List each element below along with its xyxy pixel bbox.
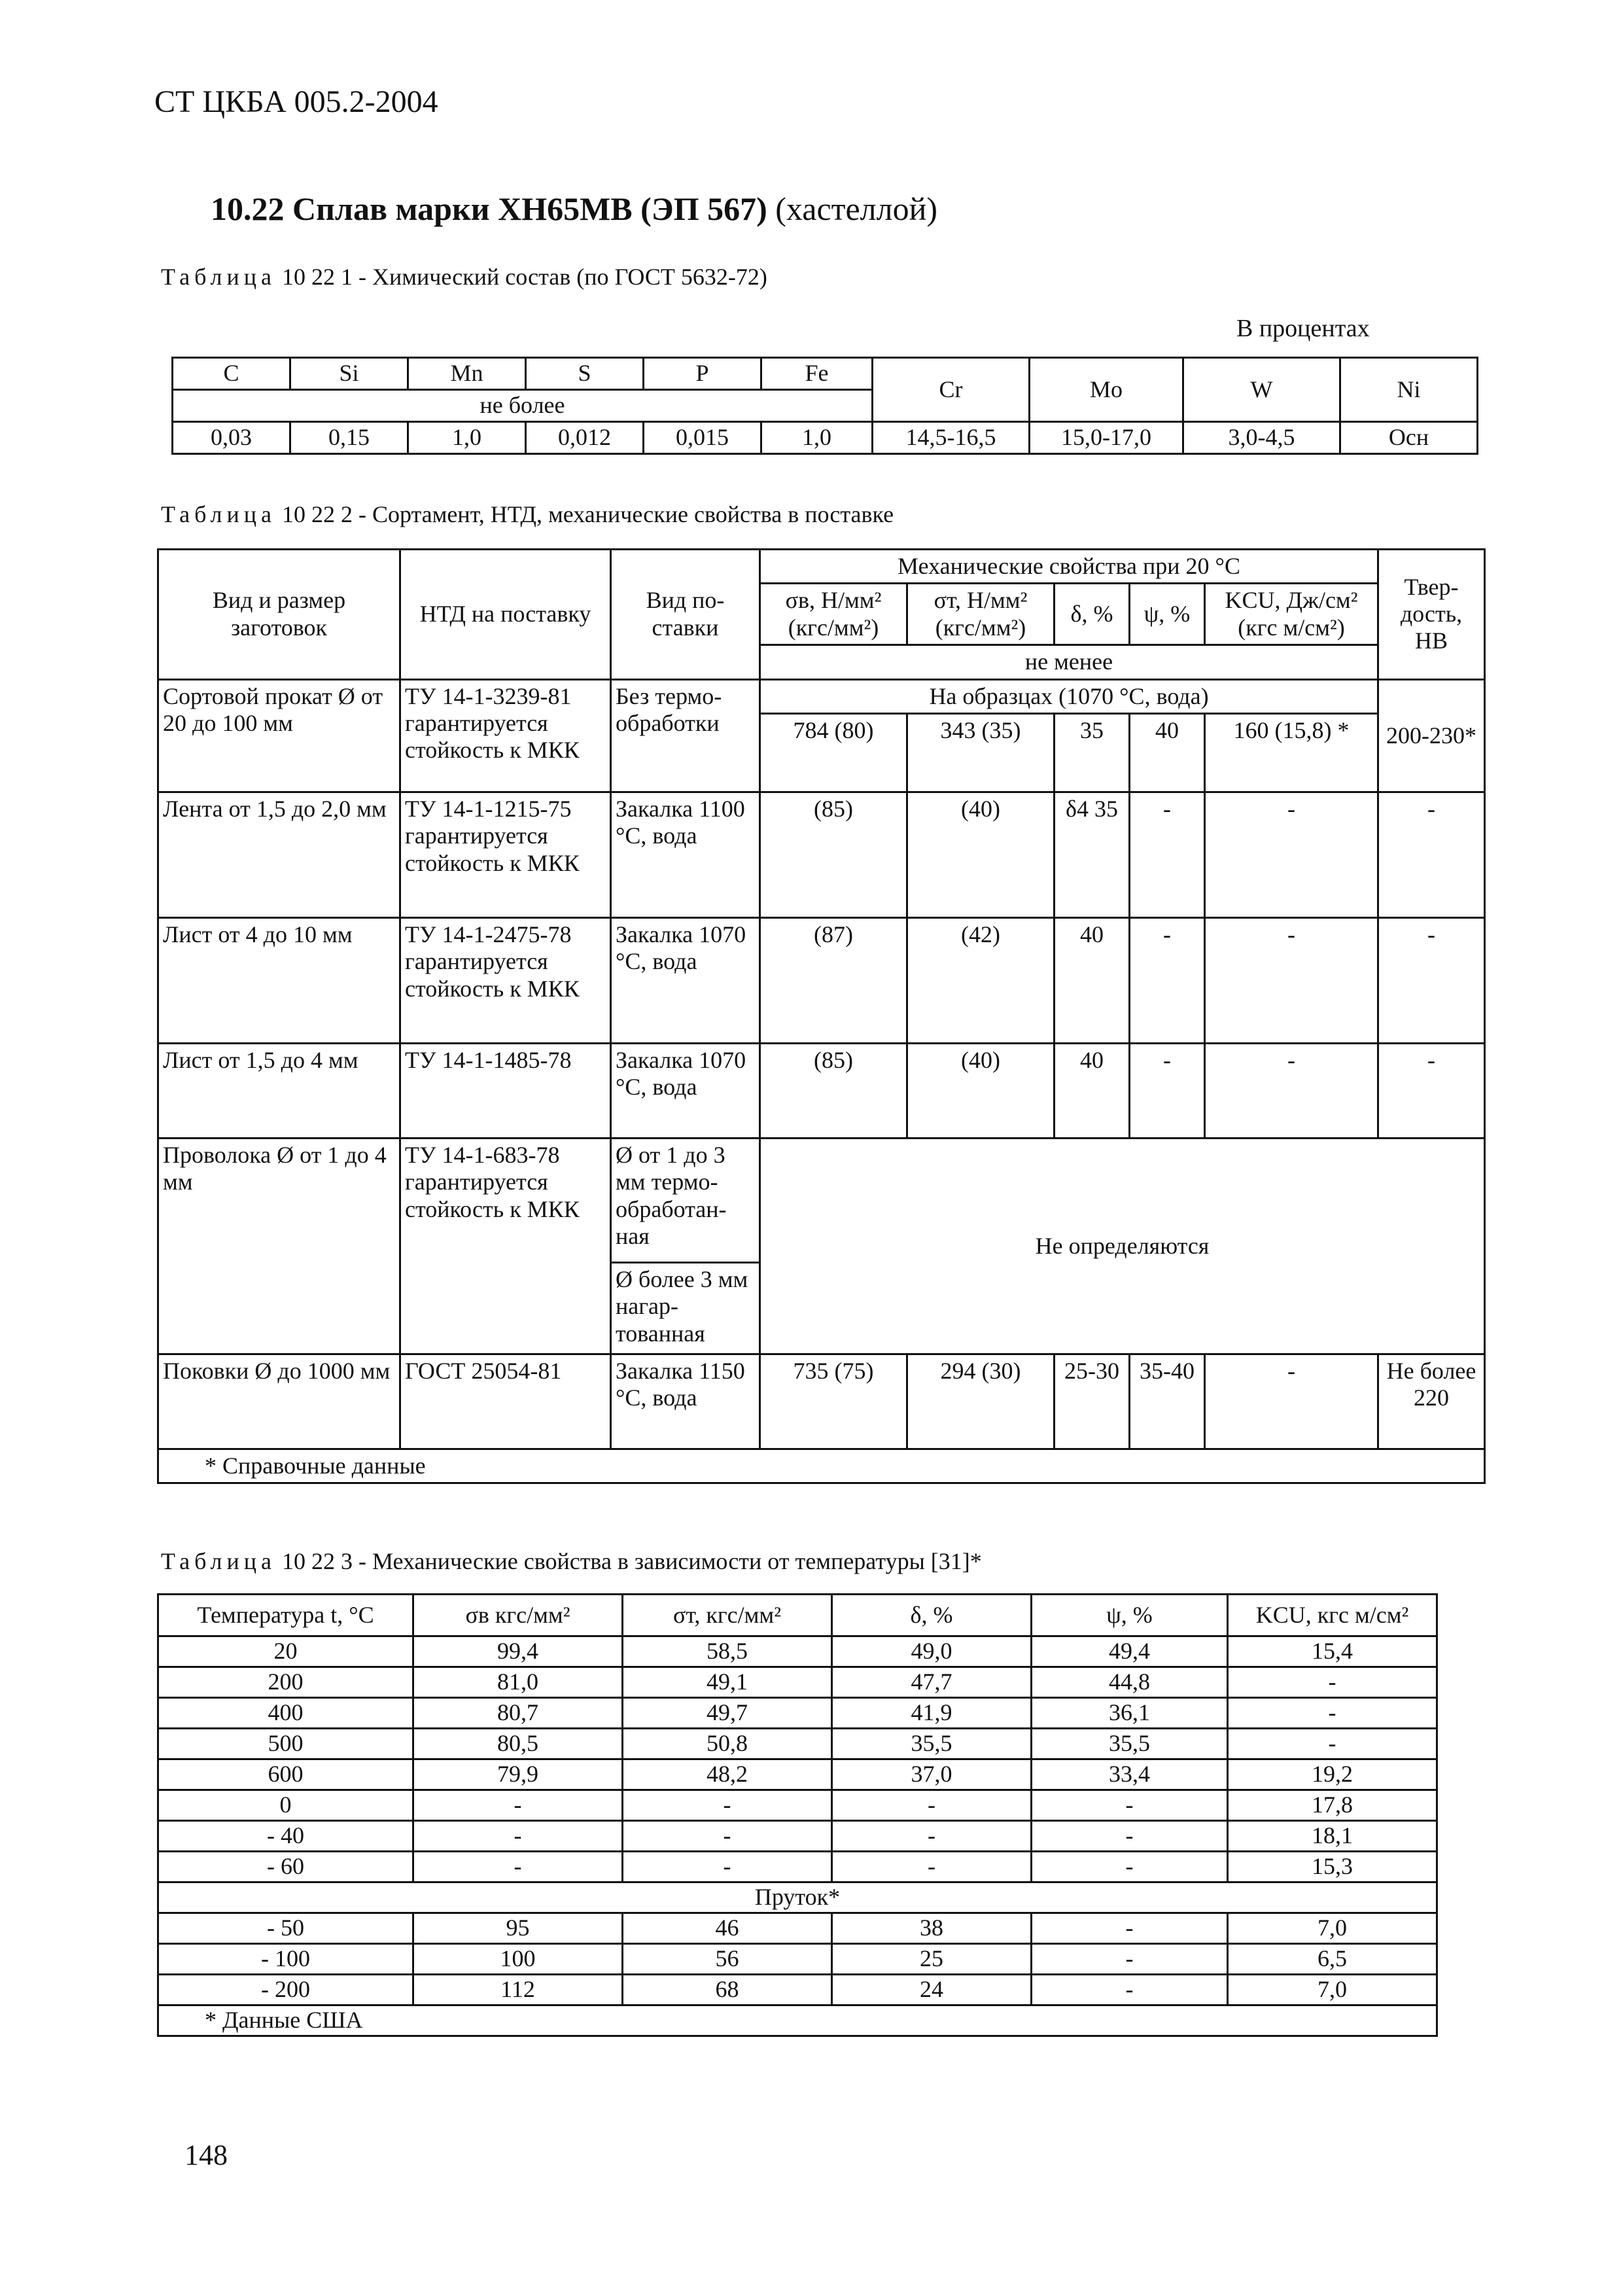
table-row bbox=[158, 1698, 1437, 1729]
table3-caption bbox=[161, 1547, 982, 1575]
row-ntd: ГОСТ 25054-81 bbox=[400, 1354, 611, 1449]
table-row bbox=[158, 1821, 1437, 1852]
table-cell: 0 bbox=[158, 1790, 413, 1821]
table-cell: 37,0 bbox=[832, 1759, 1032, 1790]
table-cell: 80,7 bbox=[413, 1698, 623, 1729]
header-cell: σт, кгс/мм² bbox=[623, 1595, 832, 1636]
row-psi: - bbox=[1130, 917, 1205, 1043]
col-type-header: Вид и размер заготовок bbox=[158, 550, 400, 680]
row-kcu: - bbox=[1205, 1354, 1378, 1449]
table-cell: - bbox=[623, 1821, 832, 1852]
table-cell: - bbox=[832, 1852, 1032, 1882]
row-ntd: ТУ 14-1-1485-78 bbox=[400, 1043, 611, 1138]
header-cell: Ni bbox=[1340, 358, 1478, 422]
col-psi-header: ψ, % bbox=[1130, 584, 1205, 645]
table-cell: 36,1 bbox=[1032, 1698, 1228, 1729]
row-psi: - bbox=[1130, 792, 1205, 917]
table-cell: - bbox=[1032, 1975, 1228, 2005]
row-sigma-b: (87) bbox=[760, 917, 907, 1043]
table1-caption-text: - Химический состав (по ГОСТ 5632-72) bbox=[358, 264, 767, 290]
row-psi: - bbox=[1130, 1043, 1205, 1138]
table-cell: 95 bbox=[413, 1913, 623, 1944]
row-sigma-t: (42) bbox=[907, 917, 1055, 1043]
table-cell: 81,0 bbox=[413, 1667, 623, 1698]
table-cell: - bbox=[1228, 1667, 1437, 1698]
value-cell: 0,012 bbox=[526, 422, 644, 454]
table-cell: - bbox=[623, 1790, 832, 1821]
table-cell: 7,0 bbox=[1228, 1975, 1437, 2005]
table-cell: - 60 bbox=[158, 1852, 413, 1882]
table-cell: - bbox=[832, 1821, 1032, 1852]
document-code: СТ ЦКБА 005.2-2004 bbox=[154, 84, 438, 119]
row-delivery: Закалка 1070 °С, вода bbox=[611, 917, 760, 1043]
table-row bbox=[158, 792, 1485, 917]
table3-footnote: * Данные США bbox=[158, 2005, 1437, 2036]
row-sigma-b: 735 (75) bbox=[760, 1354, 907, 1449]
table-cell: 50,8 bbox=[623, 1729, 832, 1759]
value-cell: 0,15 bbox=[290, 422, 408, 454]
row-sigma-t: (40) bbox=[907, 792, 1055, 917]
row-ntd: ТУ 14-1-3239-81 гарантируется стойкость к МКК bbox=[400, 679, 611, 792]
header-cell: Si bbox=[290, 358, 408, 390]
row-type: Лист от 4 до 10 мм bbox=[158, 917, 400, 1043]
row-hardness: 200-230* bbox=[1378, 679, 1485, 792]
row-delta: 35 bbox=[1055, 713, 1130, 792]
header-cell: Mo bbox=[1030, 358, 1183, 422]
table-row bbox=[158, 1636, 1437, 1667]
header-cell: σв кгс/мм² bbox=[413, 1595, 623, 1636]
table-row bbox=[158, 1913, 1437, 1944]
table-row bbox=[158, 1667, 1437, 1698]
table-cell: - bbox=[413, 1790, 623, 1821]
wire-ntd: ТУ 14-1-683-78 гарантируется стойкость к МКК bbox=[400, 1138, 611, 1354]
assortment-table bbox=[157, 548, 1486, 1484]
table-cell: - 40 bbox=[158, 1821, 413, 1852]
row-kcu: - bbox=[1205, 1043, 1378, 1138]
table-cell: - bbox=[1032, 1790, 1228, 1821]
specimens-note: На образцах (1070 °С, вода) bbox=[760, 679, 1378, 713]
row-type: Сортовой прокат Ø от 20 до 100 мм bbox=[158, 679, 400, 792]
table-row bbox=[158, 1944, 1437, 1975]
table-row bbox=[158, 1790, 1437, 1821]
row-type: Лента от 1,5 до 2,0 мм bbox=[158, 792, 400, 917]
table-row bbox=[158, 1852, 1437, 1882]
section-title-main: 10.22 Сплав марки ХН65МВ (ЭП 567) bbox=[211, 190, 767, 227]
row-hardness: - bbox=[1378, 792, 1485, 917]
table-cell: 33,4 bbox=[1032, 1759, 1228, 1790]
table-cell: - bbox=[832, 1790, 1032, 1821]
table1-units: В процентах bbox=[1236, 315, 1370, 342]
not-more-than-label: не более bbox=[173, 390, 873, 422]
row-sigma-t: 294 (30) bbox=[907, 1354, 1055, 1449]
table3-header-row bbox=[158, 1595, 1437, 1636]
table-row bbox=[158, 679, 1485, 713]
value-cell: 0,03 bbox=[173, 422, 290, 454]
row-type: Поковки Ø до 1000 мм bbox=[158, 1354, 400, 1449]
row-delivery: Закалка 1070 °С, вода bbox=[611, 1043, 760, 1138]
table2-header-row bbox=[158, 550, 1485, 584]
table-cell: 49,7 bbox=[623, 1698, 832, 1729]
row-delta: 40 bbox=[1055, 1043, 1130, 1138]
row-delta: δ4 35 bbox=[1055, 792, 1130, 917]
table-cell: 112 bbox=[413, 1975, 623, 2005]
row-ntd: ТУ 14-1-1215-75 гарантируется стойкость к МКК bbox=[400, 792, 611, 917]
row-sigma-t: 343 (35) bbox=[907, 713, 1055, 792]
row-type: Лист от 1,5 до 4 мм bbox=[158, 1043, 400, 1138]
table-cell: - bbox=[1032, 1852, 1228, 1882]
table-cell: 58,5 bbox=[623, 1636, 832, 1667]
table2-caption-number: 10 22 2 bbox=[281, 501, 353, 527]
table-cell: 41,9 bbox=[832, 1698, 1032, 1729]
table-cell: 100 bbox=[413, 1944, 623, 1975]
row-kcu: - bbox=[1205, 917, 1378, 1043]
col-delivery-header: Вид по-ставки bbox=[611, 550, 760, 680]
table-row bbox=[158, 1354, 1485, 1449]
table-cell: - 200 bbox=[158, 1975, 413, 2005]
table-cell: 7,0 bbox=[1228, 1913, 1437, 1944]
table3-caption-label: Таблица bbox=[161, 1548, 276, 1574]
header-cell: ψ, % bbox=[1032, 1595, 1228, 1636]
table-cell: 49,0 bbox=[832, 1636, 1032, 1667]
row-sigma-b: (85) bbox=[760, 1043, 907, 1138]
row-kcu: - bbox=[1205, 792, 1378, 917]
row-psi: 40 bbox=[1130, 713, 1205, 792]
table-cell: 49,4 bbox=[1032, 1636, 1228, 1667]
value-cell: 3,0-4,5 bbox=[1183, 422, 1340, 454]
table-cell: 24 bbox=[832, 1975, 1032, 2005]
row-delivery: Закалка 1150 °С, вода bbox=[611, 1354, 760, 1449]
table1-values-row bbox=[173, 422, 1478, 454]
col-mech-header: Механические свойства при 20 °С bbox=[760, 550, 1378, 584]
col-sigma-t-header: σт, Н/мм² (кгс/мм²) bbox=[907, 584, 1055, 645]
table-cell: 79,9 bbox=[413, 1759, 623, 1790]
row-delivery: Без термо-обработки bbox=[611, 679, 760, 792]
table-cell: 46 bbox=[623, 1913, 832, 1944]
temperature-properties-table bbox=[157, 1593, 1438, 2037]
header-cell: KCU, кгс м/см² bbox=[1228, 1595, 1437, 1636]
table-cell: - bbox=[1032, 1944, 1228, 1975]
table-row bbox=[158, 1043, 1485, 1138]
table2-caption-text: - Сортамент, НТД, механические свойства в поставке bbox=[358, 501, 894, 527]
table-cell: 44,8 bbox=[1032, 1667, 1228, 1698]
section-title bbox=[211, 190, 937, 228]
header-cell: S bbox=[526, 358, 644, 390]
table-cell: - bbox=[1228, 1729, 1437, 1759]
col-kcu-header: KCU, Дж/см² (кгс м/см²) bbox=[1205, 584, 1378, 645]
table-cell: 20 bbox=[158, 1636, 413, 1667]
header-cell: С bbox=[173, 358, 290, 390]
table-cell: 48,2 bbox=[623, 1759, 832, 1790]
not-determined-label: Не определяются bbox=[760, 1138, 1485, 1354]
table-cell: 200 bbox=[158, 1667, 413, 1698]
chemical-composition-table bbox=[171, 357, 1478, 455]
table-cell: 400 bbox=[158, 1698, 413, 1729]
row-delta: 40 bbox=[1055, 917, 1130, 1043]
row-sigma-t: (40) bbox=[907, 1043, 1055, 1138]
bar-subsection-label: Пруток* bbox=[158, 1882, 1437, 1913]
table-cell: - bbox=[1032, 1913, 1228, 1944]
header-cell: Mn bbox=[408, 358, 526, 390]
wire-delivery-2: Ø более 3 мм нагар-тованная bbox=[611, 1262, 760, 1354]
row-sigma-b: (85) bbox=[760, 792, 907, 917]
table-cell: 25 bbox=[832, 1944, 1032, 1975]
table3-caption-number: 10 22 3 bbox=[281, 1548, 353, 1574]
table-cell: - bbox=[623, 1852, 832, 1882]
table-cell: 15,4 bbox=[1228, 1636, 1437, 1667]
col-sigma-b-header: σв, Н/мм² (кгс/мм²) bbox=[760, 584, 907, 645]
row-sigma-b: 784 (80) bbox=[760, 713, 907, 792]
table-cell: 600 bbox=[158, 1759, 413, 1790]
page-number: 148 bbox=[184, 2139, 228, 2171]
row-ntd: ТУ 14-1-2475-78 гарантируется стойкость к МКК bbox=[400, 917, 611, 1043]
table-cell: - bbox=[413, 1821, 623, 1852]
table-cell: 49,1 bbox=[623, 1667, 832, 1698]
value-cell: 0,015 bbox=[644, 422, 761, 454]
value-cell: Осн bbox=[1340, 422, 1478, 454]
table-cell: 19,2 bbox=[1228, 1759, 1437, 1790]
wire-type: Проволока Ø от 1 до 4 мм bbox=[158, 1138, 400, 1354]
not-less-label: не менее bbox=[760, 645, 1378, 679]
table-row bbox=[158, 1759, 1437, 1790]
table-cell: 15,3 bbox=[1228, 1852, 1437, 1882]
row-hardness: - bbox=[1378, 1043, 1485, 1138]
header-cell: Fe bbox=[761, 358, 873, 390]
table-cell: 80,5 bbox=[413, 1729, 623, 1759]
table-cell: 68 bbox=[623, 1975, 832, 2005]
row-hardness: Не более 220 bbox=[1378, 1354, 1485, 1449]
table-cell: 500 bbox=[158, 1729, 413, 1759]
value-cell: 1,0 bbox=[761, 422, 873, 454]
table-cell: 38 bbox=[832, 1913, 1032, 1944]
table-cell: 47,7 bbox=[832, 1667, 1032, 1698]
header-cell: Температура t, °С bbox=[158, 1595, 413, 1636]
table-cell: 99,4 bbox=[413, 1636, 623, 1667]
table3-caption-text: - Механические свойства в зависимости от температуры [31]* bbox=[358, 1548, 982, 1574]
section-title-note: (хастеллой) bbox=[775, 190, 937, 227]
row-delta: 25-30 bbox=[1055, 1354, 1130, 1449]
table-cell: - 100 bbox=[158, 1944, 413, 1975]
value-cell: 1,0 bbox=[408, 422, 526, 454]
table-row bbox=[158, 1975, 1437, 2005]
table1-caption-label: Таблица bbox=[161, 264, 276, 290]
value-cell: 14,5-16,5 bbox=[873, 422, 1030, 454]
table-cell: 18,1 bbox=[1228, 1821, 1437, 1852]
table-row bbox=[158, 1729, 1437, 1759]
table1-caption-number: 10 22 1 bbox=[281, 264, 353, 290]
col-ntd-header: НТД на поставку bbox=[400, 550, 611, 680]
table2-footnote-row bbox=[158, 1449, 1485, 1483]
table3-subsection-row bbox=[158, 1882, 1437, 1913]
header-cell: δ, % bbox=[832, 1595, 1032, 1636]
wire-delivery-1: Ø от 1 до 3 мм термо-обработан-ная bbox=[611, 1138, 760, 1262]
row-hardness: - bbox=[1378, 917, 1485, 1043]
table2-caption-label: Таблица bbox=[161, 501, 276, 527]
table-cell: - bbox=[1228, 1698, 1437, 1729]
table2-footnote: * Справочные данные bbox=[158, 1449, 1485, 1483]
table-cell: 6,5 bbox=[1228, 1944, 1437, 1975]
table-cell: 35,5 bbox=[1032, 1729, 1228, 1759]
row-psi: 35-40 bbox=[1130, 1354, 1205, 1449]
table-cell: 35,5 bbox=[832, 1729, 1032, 1759]
table1-caption bbox=[161, 263, 767, 291]
table-row bbox=[158, 917, 1485, 1043]
table2-caption bbox=[161, 501, 894, 528]
header-cell: P bbox=[644, 358, 761, 390]
table-cell: 17,8 bbox=[1228, 1790, 1437, 1821]
col-delta-header: δ, % bbox=[1055, 584, 1130, 645]
col-hardness-header: Твер-дость, НВ bbox=[1378, 550, 1485, 680]
table-cell: 56 bbox=[623, 1944, 832, 1975]
value-cell: 15,0-17,0 bbox=[1030, 422, 1183, 454]
header-cell: Cr bbox=[873, 358, 1030, 422]
row-delivery: Закалка 1100 °С, вода bbox=[611, 792, 760, 917]
table-cell: - bbox=[1032, 1821, 1228, 1852]
table-cell: - bbox=[413, 1852, 623, 1882]
table-cell: - 50 bbox=[158, 1913, 413, 1944]
row-kcu: 160 (15,8) * bbox=[1205, 713, 1378, 792]
table3-footnote-row bbox=[158, 2005, 1437, 2036]
header-cell: W bbox=[1183, 358, 1340, 422]
table1-header-row bbox=[173, 358, 1478, 390]
table-row bbox=[158, 1138, 1485, 1262]
